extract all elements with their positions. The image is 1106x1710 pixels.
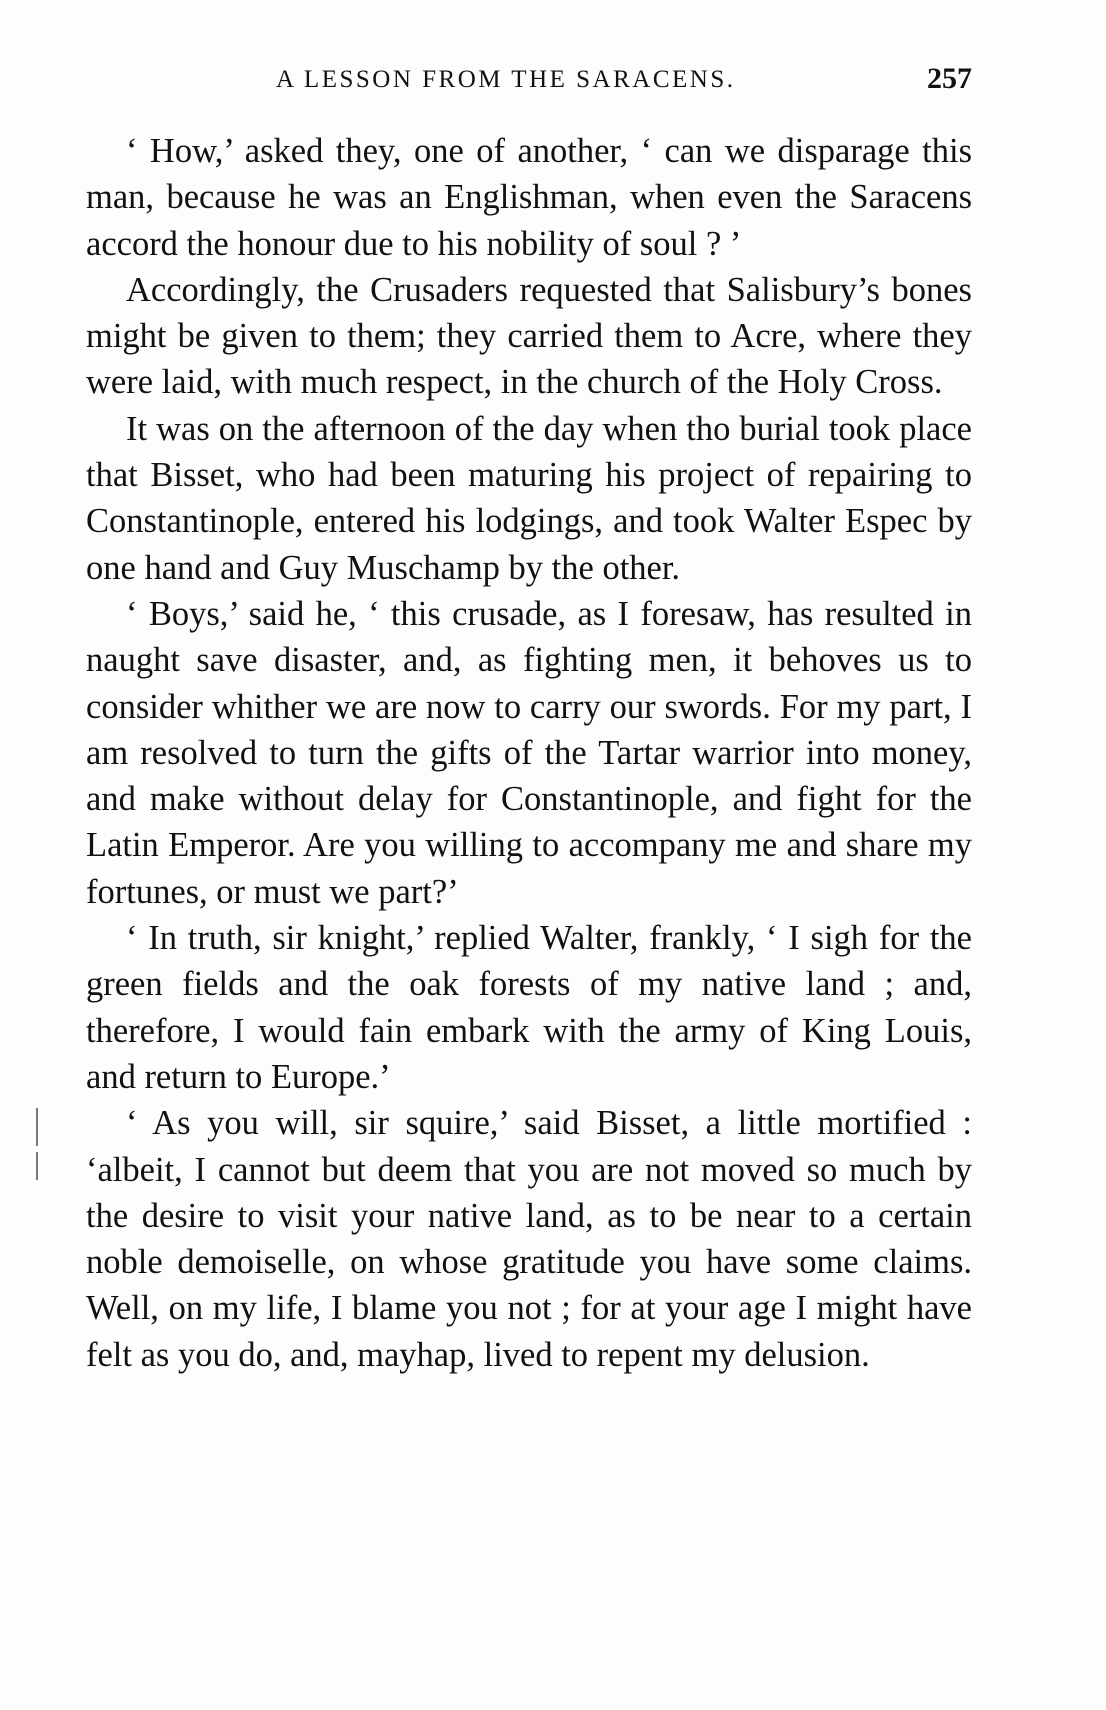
running-title: A LESSON FROM THE SARACENS. [276, 66, 736, 93]
body-text [86, 128, 972, 1378]
paragraph: It was on the afternoon of the day when tho burial took place that Bisset, who had been maturing his project of repairing to Constantinople, entered his lodgings, and took Walter Espec by one hand and Guy Muschamp by the other. [86, 409, 972, 587]
scan-mark [36, 1108, 38, 1146]
paragraph: ‘ How,’ asked they, one of another, ‘ can we disparage this man, because he was an Englishman, when even the Saracens accord the honour due to his nobility of soul ? ’ [86, 132, 972, 263]
paragraph: Accordingly, the Crusaders requested that Salisbury’s bones might be given to them; they carried them to Acre, where they were laid, with much respect, in the church of the Holy Cross. [86, 270, 972, 402]
paragraph: ‘ Boys,’ said he, ‘ this crusade, as I foresaw, has resulted in naught save disaster, and, as fighting men, it behoves us to consider whither we are now to carry our swords. For my part, I am resolved to turn the gifts of the Tartar warrior into money, and make without delay for Constantinople, and fight for the Latin Emperor. Are you willing to accompany me and share my fortunes, or must we part?’ [86, 594, 972, 911]
scan-mark [36, 1152, 38, 1180]
running-head [86, 62, 972, 102]
paragraph: ‘ In truth, sir knight,’ replied Walter, frankly, ‘ I sigh for the green fields and the oak forests of my native land ; and, therefore, I would fain embark with the army of King Louis, and return to Europe.’ [86, 919, 972, 1096]
page-number: 257 [927, 62, 972, 95]
paragraph: ‘ As you will, sir squire,’ said Bisset, a little mortified : ‘albeit, I cannot but deem that you are not moved so much by the desire to visit your native land, as to be near to a certain noble demoiselle, on whose gratitude you have some claims. Well, on my life, I blame you not ; for at your age I might have felt as you do, and, mayhap, lived to repent my delusion. [86, 1104, 972, 1374]
